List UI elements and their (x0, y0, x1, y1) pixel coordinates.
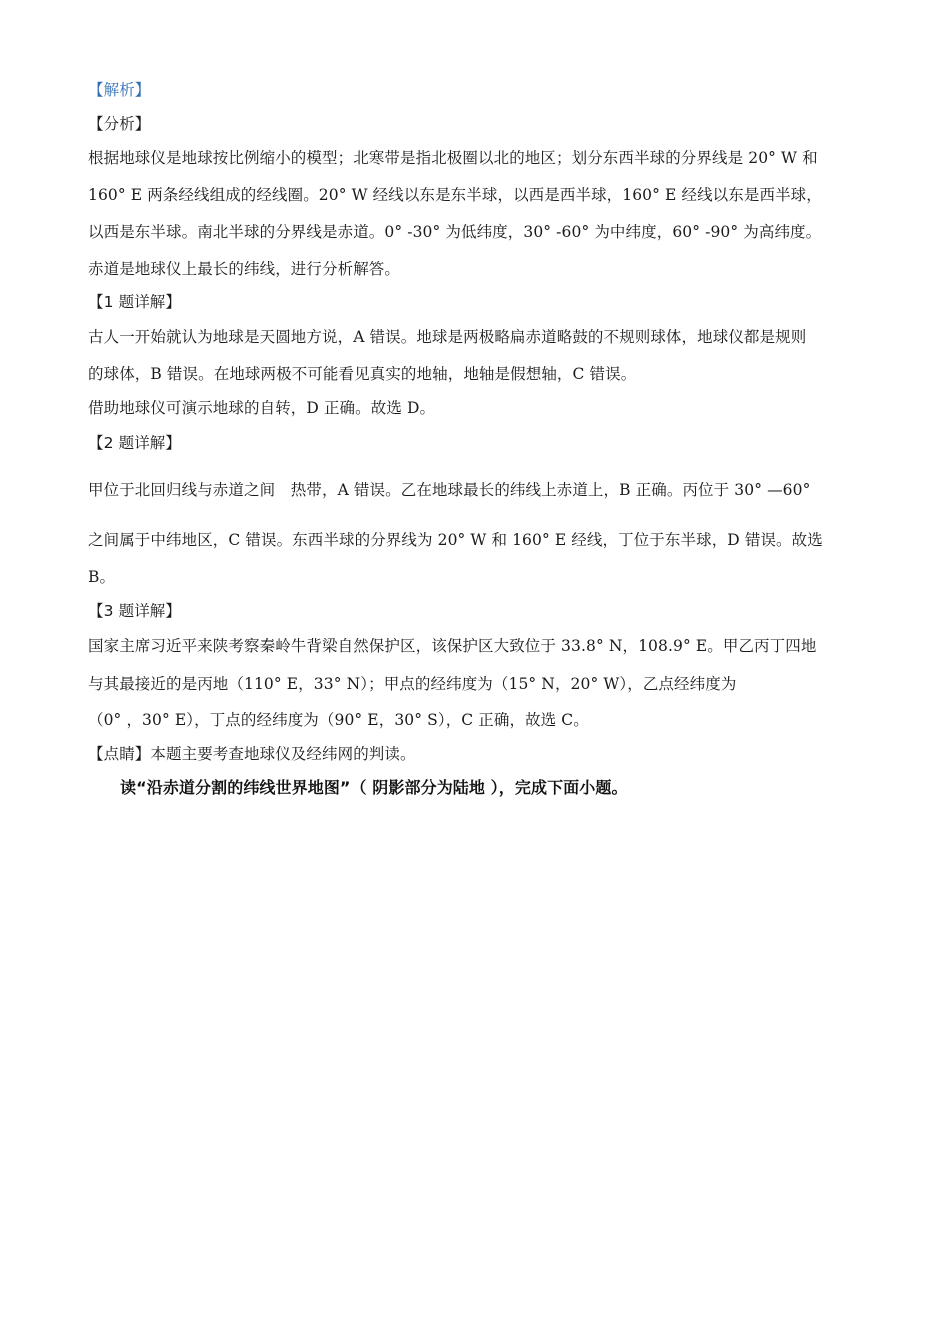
q3-line-1: 国家主席习近平来陕考察秦岭牛背梁自然保护区，该保护区大致位于 33.8° N，108.9° E。甲乙丙丁四地 (88, 637, 817, 655)
q2-line-2: 之间属于中纬地区，C 错误。东西半球的分界线为 20° W 和 160° E 经线，丁位于东半球，D 错误。故选 (88, 531, 823, 549)
fenxi-line-2: 160° E 两条经线组成的经线圈。20° W 经线以东是东半球，以西是西半球，160° E 经线以东是西半球， (88, 186, 822, 204)
next-question-prompt: 读“沿赤道分割的纬线世界地图”（ 阴影部分为陆地 ），完成下面小题。 (120, 778, 628, 797)
q1-line-1: 古人一开始就认为地球是天圆地方说，A 错误。地球是两极略扁赤道略鼓的不规则球体，地球仪都是规则 (88, 328, 807, 346)
dianjing-text: 本题主要考查地球仪及经纬网的判读。 (150, 745, 416, 763)
fenxi-line-4: 赤道是地球仪上最长的纬线，进行分析解答。 (88, 260, 401, 278)
section-q2-title: 【2 题详解】 (88, 434, 181, 452)
section-q3-title: 【3 题详解】 (88, 602, 181, 620)
q3-line-3: （0° ，30° E），丁点的经纬度为（90° E，30° S），C 正确，故选 C。 (88, 711, 589, 729)
q1-line-2: 的球体，B 错误。在地球两极不可能看见真实的地轴，地轴是假想轴，C 错误。 (88, 365, 637, 383)
dianjing-line (88, 744, 888, 764)
q3-line-2: 与其最接近的是丙地（110° E，33° N）；甲点的经纬度为（15° N，20° W），乙点经纬度为 (88, 675, 737, 693)
q2-line-3: B。 (88, 568, 116, 586)
section-fenxi-title: 【分析】 (88, 115, 151, 133)
section-q1-title: 【1 题详解】 (88, 293, 181, 311)
fenxi-line-1: 根据地球仪是地球按比例缩小的模型；北寒带是指北极圈以北的地区；划分东西半球的分界线是 20° W 和 (88, 149, 818, 167)
dianjing-label: 【点睛】 (88, 745, 151, 763)
q2-line-1: 甲位于北回归线与赤道之间 热带，A 错误。乙在地球最长的纬线上赤道上，B 正确。丙位于 30° —60° (88, 481, 811, 499)
q1-line-3: 借助地球仪可演示地球的自转，D 正确。故选 D。 (88, 399, 436, 417)
analysis-header: 【解析】 (88, 81, 151, 99)
fenxi-line-3: 以西是东半球。南北半球的分界线是赤道。0° -30° 为低纬度，30° -60° 为中纬度，60° -90° 为高纬度。 (88, 223, 822, 241)
